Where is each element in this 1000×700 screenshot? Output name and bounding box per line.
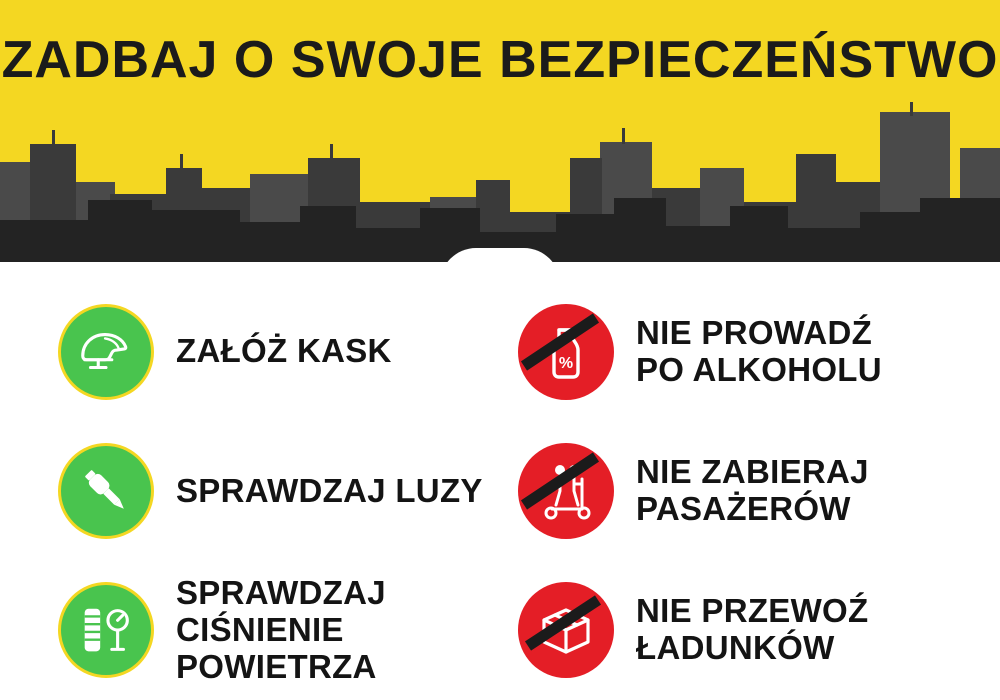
- badge-no-cargo: [518, 582, 614, 678]
- badge-tyre-pressure: [58, 582, 154, 678]
- tip-helmet-label: [176, 333, 392, 370]
- tip-no-alcohol-line-0: NIE PROWADŹ: [636, 313, 873, 351]
- helmet-icon: [75, 321, 137, 383]
- badge-helmet: [58, 304, 154, 400]
- tip-no-cargo-line-1: ŁADUNKÓW: [636, 629, 835, 667]
- tip-check-play: [0, 421, 500, 560]
- tip-no-alcohol: [500, 282, 1000, 421]
- tip-helmet: [0, 282, 500, 421]
- tip-no-passengers: [500, 421, 1000, 560]
- tip-no-cargo: [500, 561, 1000, 700]
- tip-helmet-line-0: ZAŁÓŻ KASK: [176, 332, 392, 370]
- page-title: ZADBAJ O SWOJE BEZPIECZEŃSTWO: [1, 31, 999, 89]
- svg-text:%: %: [558, 354, 574, 372]
- tip-no-cargo-label: [636, 593, 868, 667]
- tip-tyre-pressure-label: [176, 575, 500, 686]
- tip-check-play-line-0: SPRAWDZAJ LUZY: [176, 471, 483, 509]
- bottle-crossed-icon: [518, 304, 614, 400]
- badge-no-alcohol: [518, 304, 614, 400]
- tip-tyre-pressure-line-1: CIŚNIENIE POWIETRZA: [176, 610, 377, 685]
- tip-tyre-pressure: [0, 561, 500, 700]
- badge-check-play: [58, 443, 154, 539]
- tip-no-passengers-label: [636, 454, 869, 528]
- box-crossed-icon: [518, 582, 614, 678]
- tip-no-cargo-line-0: NIE PRZEWOŹ: [636, 592, 869, 630]
- tip-tyre-pressure-line-0: SPRAWDZAJ: [176, 573, 386, 611]
- tips-grid: [0, 282, 1000, 700]
- screwdriver-icon: [75, 460, 137, 522]
- tip-no-alcohol-line-1: PO ALKOHOLU: [636, 350, 882, 388]
- poster-header: [0, 0, 1000, 262]
- tip-no-alcohol-label: [636, 315, 882, 389]
- tip-no-passengers-line-0: NIE ZABIERAJ: [636, 453, 869, 491]
- city-skyline-illustration: [0, 102, 1000, 262]
- tyre-pressure-gauge-icon: [75, 599, 137, 661]
- two-riders-crossed-icon: [518, 443, 614, 539]
- tip-no-passengers-line-1: PASAŻERÓW: [636, 489, 851, 527]
- tip-check-play-label: [176, 473, 483, 510]
- badge-no-passengers: [518, 443, 614, 539]
